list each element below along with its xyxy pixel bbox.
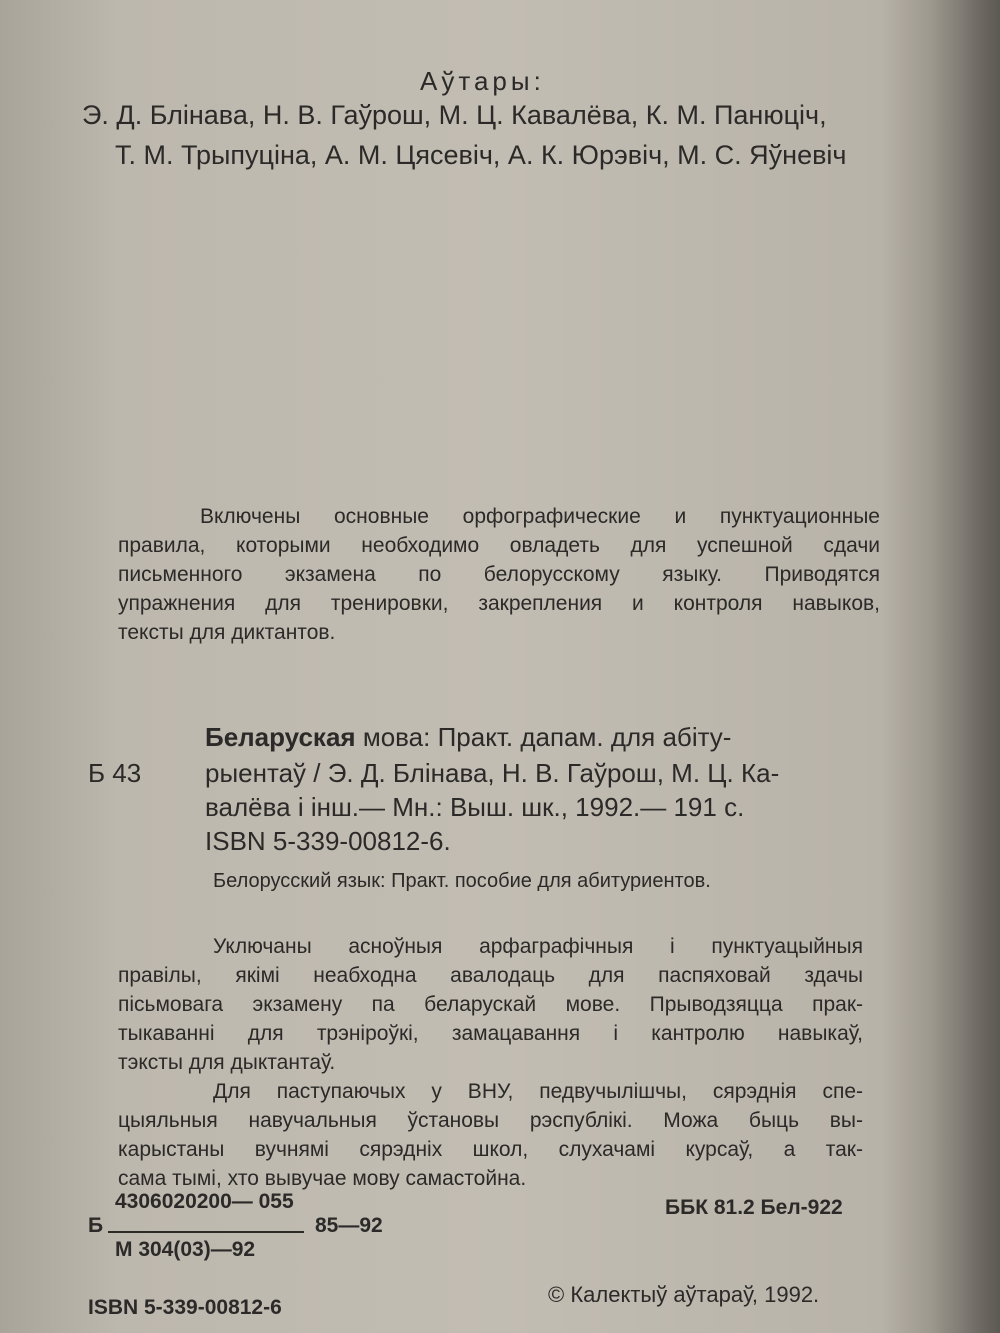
- by-annotation-line-3: пісьмовага экзамену па беларускай мове. Прыводзяцца прак-: [118, 993, 863, 1016]
- authors-line-1: Э. Д. Блінава, Н. В. Гаўрош, М. Ц. Кавалёва, К. М. Панюціч,: [82, 100, 827, 130]
- bib-shelf-mark: Б 43: [88, 758, 142, 788]
- bib-line-3: валёва і інш.— Мн.: Выш. шк., 1992.— 191 с.: [205, 792, 745, 822]
- bib-isbn: ISBN 5-339-00812-6.: [205, 826, 451, 856]
- footer-isbn: ISBN 5-339-00812-6: [88, 1296, 282, 1319]
- ru-annotation-line-5: тексты для диктантов.: [118, 621, 336, 644]
- bib-line-2: рыентаў / Э. Д. Блінава, Н. В. Гаўрош, М. Ц. Ка-: [205, 758, 780, 788]
- by-annotation2-line-2: цыяльныя навучальныя ўстановы рэспублікі. Можа быць вы-: [118, 1109, 863, 1132]
- by-annotation-line-4: тыкаванні для трэніроўкі, замацавання і кантролю навыкаў,: [118, 1022, 863, 1045]
- classification-code-bottom: М 304(03)—92: [115, 1238, 256, 1261]
- classification-code-top: 4306020200— 055: [115, 1190, 294, 1213]
- classification-fraction-rule: [108, 1231, 304, 1233]
- by-annotation-line-1: Уключаны асноўныя арфаграфічныя і пунктуацыйныя: [213, 935, 863, 958]
- classification-code-letter: Б: [88, 1214, 104, 1237]
- by-annotation2-line-3: карыстаны вучнямі сярэдніх школ, слухачамі курсаў, а так-: [118, 1138, 863, 1161]
- bib-line-1: [205, 722, 731, 753]
- bbk-code: ББК 81.2 Бел-922: [665, 1196, 843, 1219]
- classification-code-right: 85—92: [315, 1214, 383, 1237]
- copyright-notice: © Калектыў аўтараў, 1992.: [548, 1282, 820, 1307]
- by-annotation2-line-1: Для паступаючых у ВНУ, педвучылішчы, сярэднія спе-: [213, 1080, 863, 1103]
- by-annotation-line-5: тэксты для дыктантаў.: [118, 1051, 336, 1074]
- ru-annotation-line-4: упражнения для тренировки, закрепления и контроля навыков,: [118, 592, 880, 615]
- russian-annotation: [118, 505, 880, 650]
- authors-line-2: Т. М. Трыпуціна, А. М. Цясевіч, А. К. Юрэвіч, М. С. Яўневіч: [115, 140, 847, 170]
- ru-annotation-line-2: правила, которыми необходимо овладеть для успешной сдачи: [118, 534, 880, 557]
- authors-heading: Аўтары:: [420, 66, 545, 96]
- by-annotation2-line-4: сама тымі, хто вывучае мову самастойна.: [118, 1167, 527, 1190]
- ru-annotation-line-1: Включены основные орфографические и пунктуационные: [200, 505, 880, 528]
- russian-title: Белорусский язык: Практ. пособие для абитуриентов.: [213, 870, 711, 892]
- bib-title-rest: мова: Практ. дапам. для абіту-: [362, 722, 732, 752]
- ru-annotation-line-3: письменного экзамена по белорусскому языку. Приводятся: [118, 563, 880, 586]
- binding-shadow: [930, 0, 1000, 1333]
- bib-title: Беларуская: [205, 722, 356, 752]
- belarusian-annotation: [118, 935, 863, 1196]
- by-annotation-line-2: правілы, якімі неабходна авалодаць для паспяховай здачы: [118, 964, 863, 987]
